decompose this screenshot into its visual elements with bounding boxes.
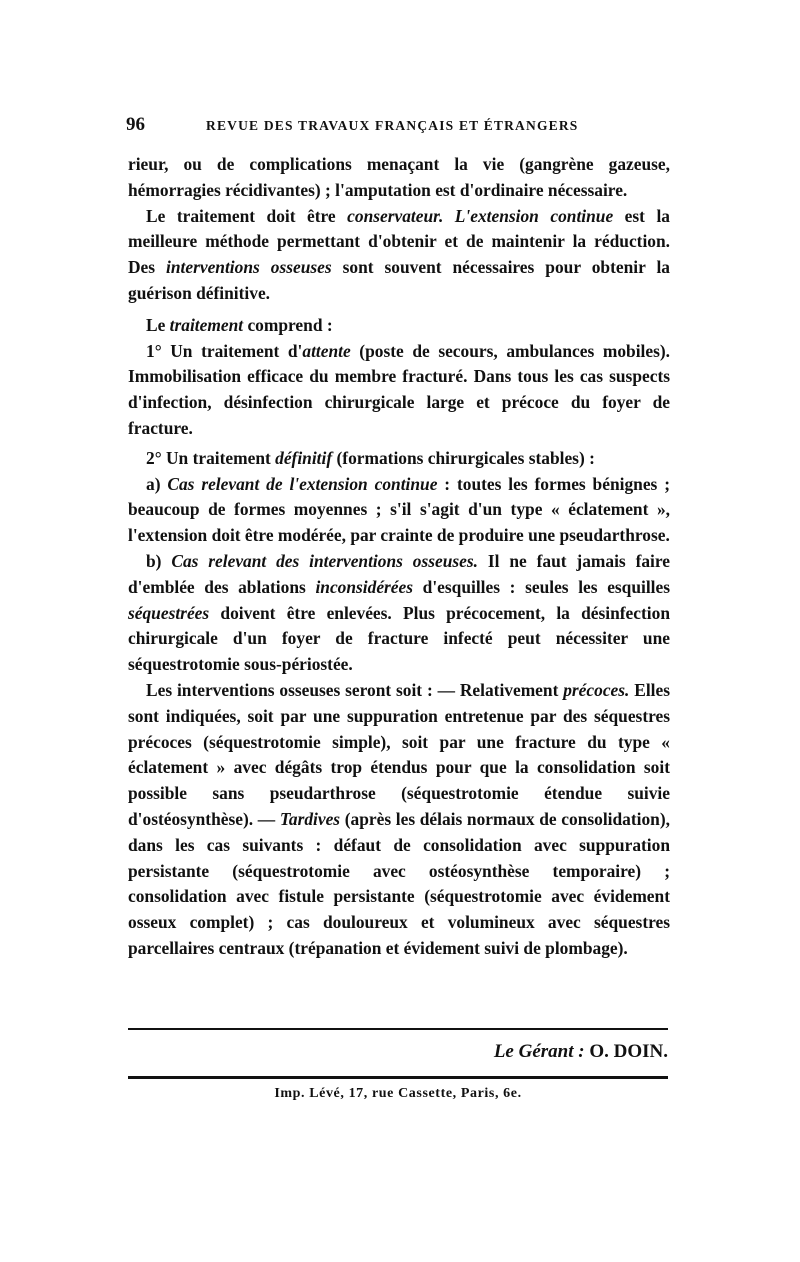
signature-name: O. DOIN. — [589, 1041, 668, 1062]
italic-term: définitif — [275, 447, 333, 468]
paragraph-text: doivent être enlevées. Plus précocement, la désinfection chirurgicale d'un foyer de fracture infecté peut nécessiter une séquestrotomie sous-périostée. — [128, 602, 670, 675]
paragraph-text: comprend : — [243, 314, 333, 335]
signature-line — [400, 1041, 668, 1063]
italic-term: Tardives — [279, 808, 341, 829]
page-header — [126, 114, 671, 140]
paragraph — [128, 152, 670, 204]
paragraph — [128, 472, 670, 549]
paragraph — [128, 339, 670, 442]
paragraph-text: d'esquilles : seules les esquilles — [413, 576, 671, 597]
paragraph-text: est la meilleure méthode permettant d'obtenir et de maintenir la réduction. Des — [128, 205, 670, 278]
paragraph-text: (poste de secours, ambulances mobiles). Immobilisation efficace du membre fracturé. Dans tous les cas suspects d'infection, désinfection chirurgicale large et précoce du foyer de fracture. — [128, 340, 670, 438]
paragraph-text: Les interventions osseuses seront soit : — Relativement — [146, 679, 564, 700]
printer-imprint: Imp. Lévé, 17, rue Cassette, Paris, 6e. — [274, 1086, 522, 1101]
paragraph — [128, 678, 670, 962]
italic-term: L'extension continue — [454, 205, 614, 226]
paragraph — [128, 549, 670, 678]
paragraph — [128, 204, 670, 307]
page-number: 96 — [126, 114, 145, 135]
divider-rule — [128, 1076, 668, 1079]
paragraph-text: (après les délais normaux de consolidation), dans les cas suivants : défaut de consolidation avec suppuration persistante (séquestrotomie avec ostéosynthèse temporaire) ; consolidation avec fistule persistante (séquestrotomie avec évidement osseux complet) ; cas douloureux et volumineux avec séquestres parcellaires centraux (trépanation et évidement suivi de plombage). — [128, 808, 670, 958]
italic-term: attente — [302, 340, 351, 361]
italic-term: Cas relevant de l'extension continue — [167, 473, 438, 494]
paragraph-text: Elles sont indiquées, soit par une suppuration entretenue par des séquestres précoces (séquestrotomie simple), soit par une fracture du type « éclatement » avec dégâts trop étendus pour que la consolidation soit possible sans pseudarthrose (séquestrotomie étendue suivie d'ostéosynthèse). — — [128, 679, 670, 829]
paragraph — [128, 446, 670, 472]
paragraph-text — [443, 206, 455, 226]
paragraph-text: 1° Un traitement d' — [146, 340, 303, 361]
paragraph-text: Le traitement doit être — [146, 205, 348, 226]
italic-term: précoces. — [563, 679, 630, 700]
paragraph-text: sont souvent nécessaires pour obtenir la guérison définitive. — [128, 257, 670, 303]
italic-term: interventions osseuses — [166, 257, 332, 278]
signature-label: Le Gérant : — [493, 1041, 585, 1062]
paragraph-text: a) — [146, 473, 168, 494]
paragraph-text: : toutes les formes bénignes ; beaucoup de formes moyennes ; s'il s'agit d'un type « éclatement », l'extension doit être modérée, par crainte de produire une pseudarthrose. — [128, 473, 670, 546]
italic-term: traitement — [169, 314, 244, 335]
italic-term: inconsidérées — [315, 576, 414, 597]
paragraph-text: rieur, ou de complications menaçant la vie (gangrène gazeuse, hémorragies récidivantes) ; l'amputation est d'ordinaire nécessaire. — [128, 154, 670, 200]
article-body — [128, 152, 670, 962]
italic-term: conservateur. — [347, 205, 444, 226]
italic-term: séquestrées — [128, 602, 210, 623]
paragraph-text: Le — [146, 314, 170, 335]
paragraph-text: 2° Un traitement — [146, 447, 276, 468]
paragraph-text: b) — [146, 550, 172, 571]
running-title: REVUE DES TRAVAUX FRANÇAIS ET ÉTRANGERS — [206, 118, 579, 133]
paragraph — [128, 313, 670, 339]
italic-term: Cas relevant des interventions osseuses. — [171, 550, 478, 571]
paragraph-text: Il ne faut jamais faire d'emblée des ablations — [128, 550, 671, 597]
divider-rule — [128, 1028, 668, 1030]
paragraph-text: (formations chirurgicales stables) : — [332, 447, 595, 468]
